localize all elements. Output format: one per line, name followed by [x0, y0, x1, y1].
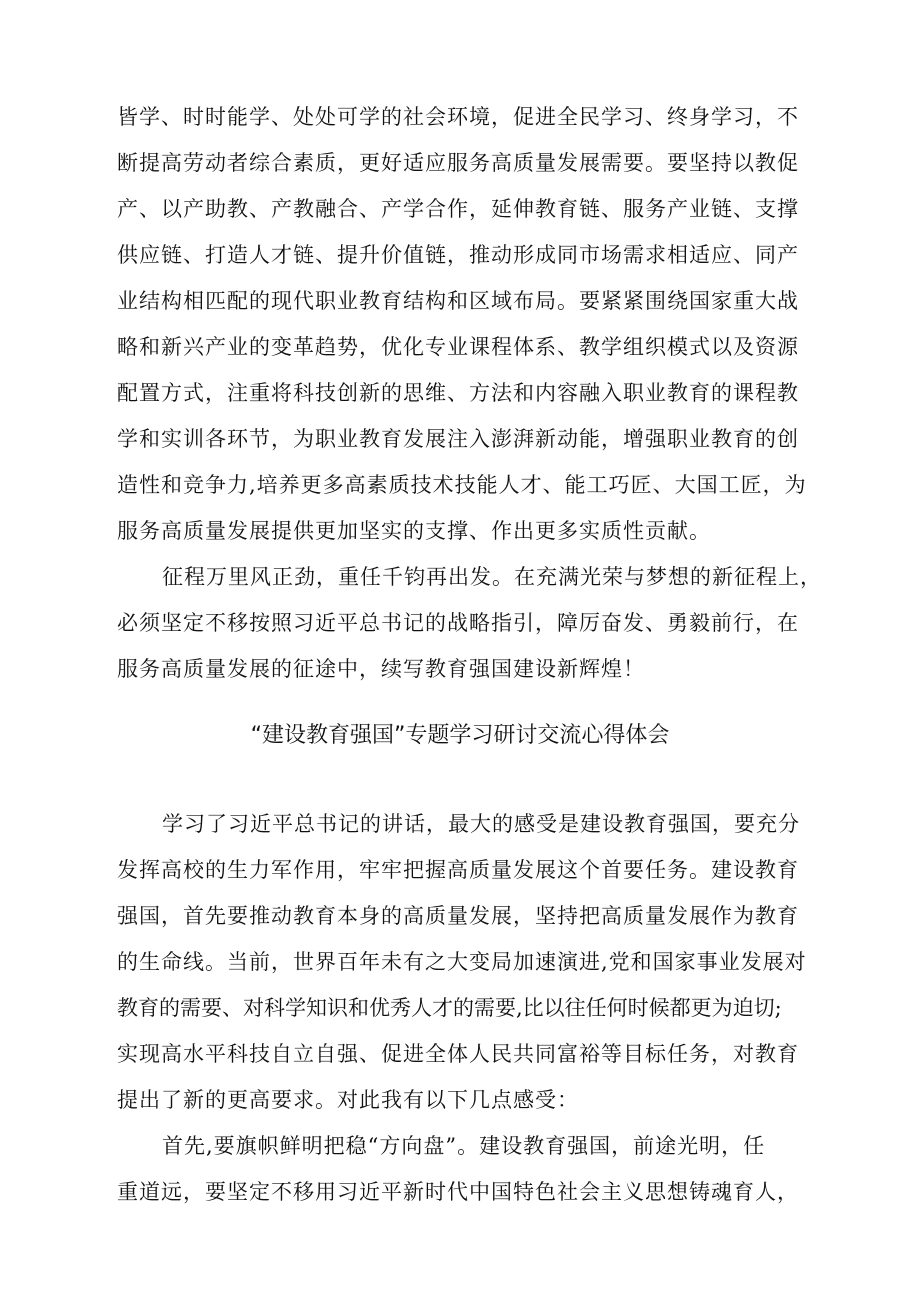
paragraph-line: 造性和竞争力,培养更多高素质技术技能人才、能工巧匠、大国工匠，为 [117, 473, 807, 497]
paragraph-line: 学习了习近平总书记的讲话，最大的感受是建设教育强国，要充分 [162, 812, 800, 836]
paragraph-line: 强国，首先要推动教育本身的高质量发展，坚持把高质量发展作为教育 [117, 904, 799, 928]
paragraph-line: 征程万里风正劲，重任千钧再出发。在充满光荣与梦想的新征程上， [162, 565, 822, 589]
paragraph-line: 发挥高校的生力军作用，牢牢把握高质量发展这个首要任务。建设教育 [117, 858, 799, 882]
paragraph-line: 断提高劳动者综合素质，更好适应服务高质量发展需要。要坚持以教促 [117, 151, 799, 175]
paragraph-line: 配置方式，注重将科技创新的思维、方法和内容融入职业教育的课程教 [117, 381, 799, 405]
paragraph-line: 学和实训各环节，为职业教育发展注入澎湃新动能，增强职业教育的创 [117, 427, 799, 451]
paragraph-line: 略和新兴产业的变革趋势，优化专业课程体系、教学组织模式以及资源 [117, 335, 799, 359]
paragraph-line: 重道远，要坚定不移用习近平新时代中国特色社会主义思想铸魂育人， [117, 1180, 799, 1204]
paragraph-line: 的生命线。当前，世界百年未有之大变局加速演进,党和国家事业发展对 [117, 950, 807, 974]
paragraph-line: 服务高质量发展提供更加坚实的支撑、作出更多实质性贡献。 [117, 519, 711, 543]
paragraph-line: 皆学、时时能学、处处可学的社会环境，促进全民学习、终身学习，不 [117, 105, 799, 129]
section-title: “建设教育强国”专题学习研讨交流心得体会 [250, 723, 670, 748]
paragraph-line: 产、以产助教、产教融合、产学合作，延伸教育链、服务产业链、支撑 [117, 197, 799, 221]
paragraph-line: 供应链、打造人才链、提升价值链，推动形成同市场需求相适应、同产 [117, 243, 799, 267]
paragraph-line: 业结构相匹配的现代职业教育结构和区域布局。要紧紧围绕国家重大战 [117, 289, 799, 313]
paragraph-line: 服务高质量发展的征途中，续写教育强国建设新辉煌！ [117, 657, 645, 681]
paragraph-line: 实现高水平科技自立自强、促进全体人民共同富裕等目标任务，对教育 [117, 1042, 799, 1066]
paragraph-line: 提出了新的更高要求。对此我有以下几点感受： [117, 1088, 579, 1112]
paragraph-line: 首先,要旗帜鲜明把稳“方向盘”。建设教育强国，前途光明，任 [162, 1134, 766, 1158]
paragraph-line: 必须坚定不移按照习近平总书记的战略指引，障厉奋发、勇毅前行，在 [117, 611, 799, 635]
paragraph-line: 教育的需要、对科学知识和优秀人才的需要,比以往任何时候都更为迫切; [117, 996, 782, 1020]
